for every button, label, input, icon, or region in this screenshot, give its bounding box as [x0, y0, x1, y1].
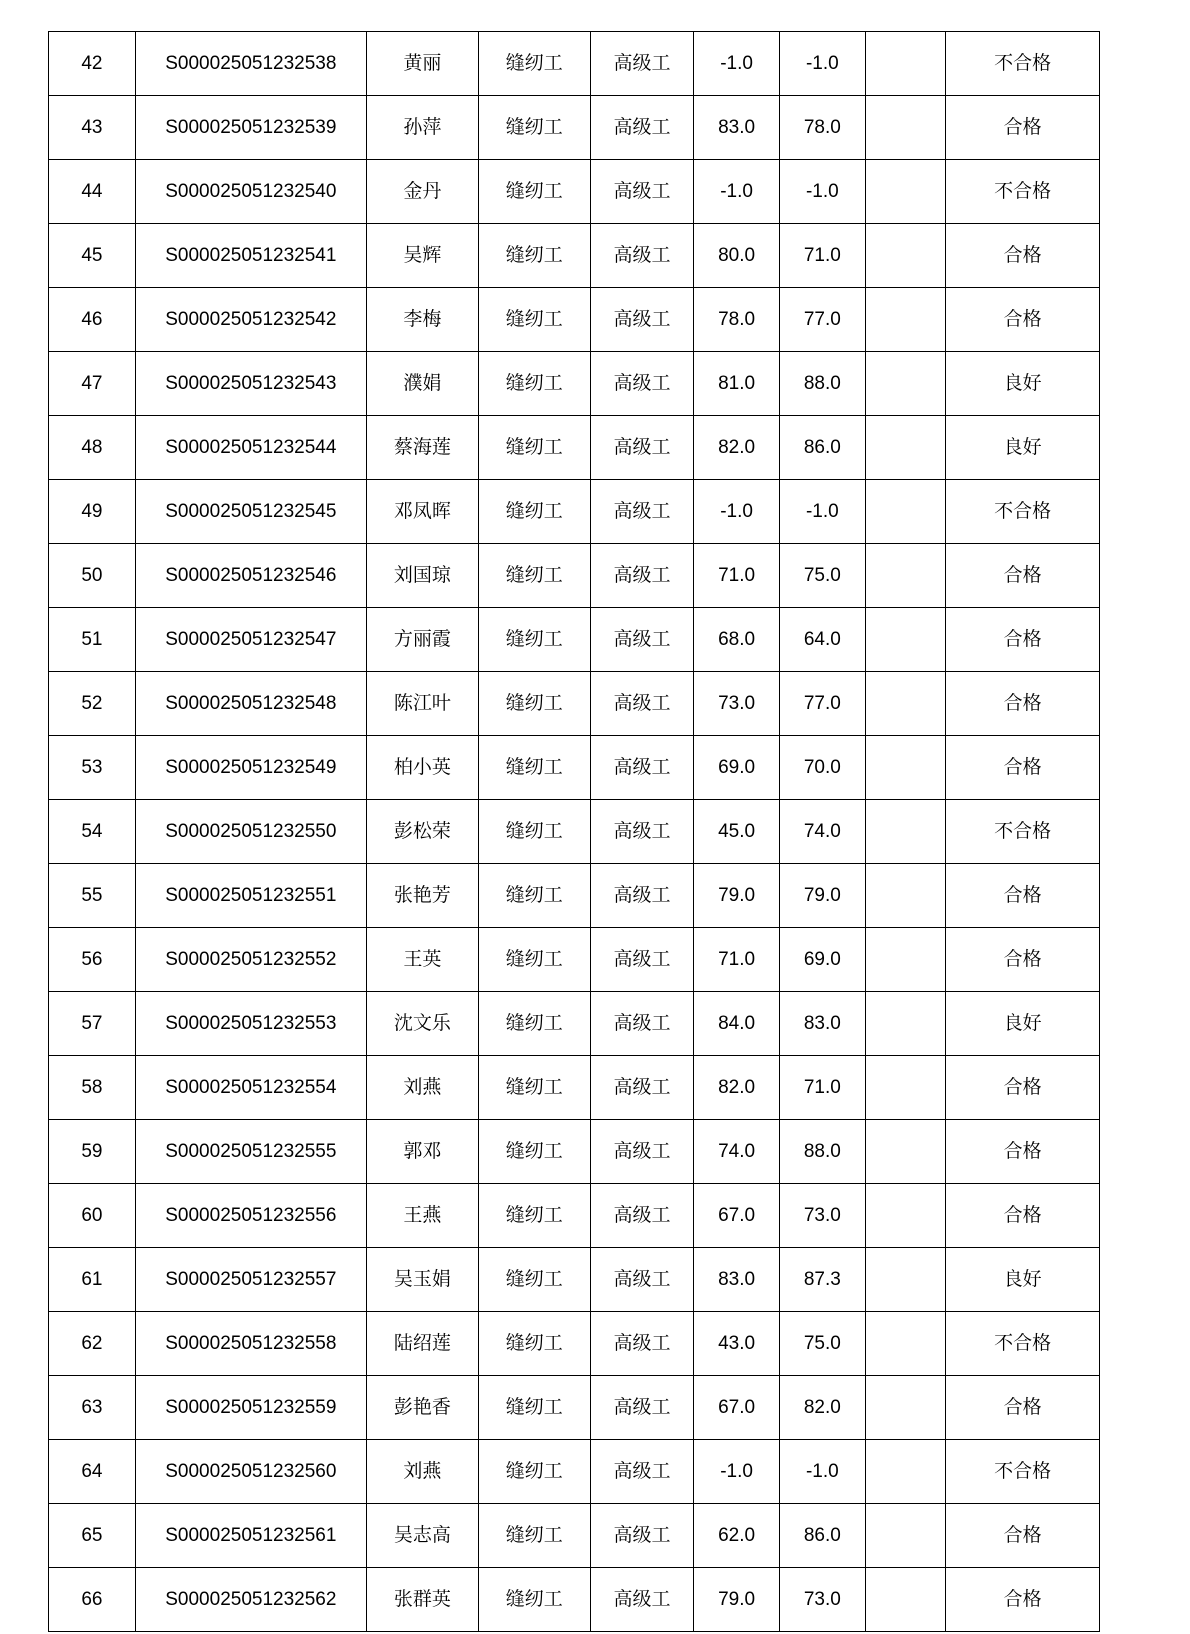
row-number-cell: 50: [49, 544, 136, 608]
practical-score-cell: 86.0: [779, 416, 865, 480]
trade-cell: 缝纫工: [478, 1504, 590, 1568]
row-number-cell: 45: [49, 224, 136, 288]
theory-score-cell: 83.0: [694, 96, 780, 160]
level-cell: 高级工: [590, 416, 694, 480]
candidate-id-cell: S000025051232548: [135, 672, 366, 736]
result-cell: 良好: [946, 1248, 1100, 1312]
candidate-id-cell: S000025051232560: [135, 1440, 366, 1504]
candidate-id-cell: S000025051232561: [135, 1504, 366, 1568]
level-cell: 高级工: [590, 928, 694, 992]
row-number-cell: 49: [49, 480, 136, 544]
trade-cell: 缝纫工: [478, 480, 590, 544]
blank-score-cell: [865, 992, 946, 1056]
trade-cell: 缝纫工: [478, 800, 590, 864]
candidate-name-cell: 柏小英: [366, 736, 478, 800]
practical-score-cell: 74.0: [779, 800, 865, 864]
theory-score-cell: -1.0: [694, 32, 780, 96]
trade-cell: 缝纫工: [478, 96, 590, 160]
trade-cell: 缝纫工: [478, 416, 590, 480]
trade-cell: 缝纫工: [478, 1184, 590, 1248]
theory-score-cell: 82.0: [694, 1056, 780, 1120]
blank-score-cell: [865, 1248, 946, 1312]
result-cell: 合格: [946, 96, 1100, 160]
candidate-name-cell: 彭松荣: [366, 800, 478, 864]
result-cell: 不合格: [946, 480, 1100, 544]
row-number-cell: 44: [49, 160, 136, 224]
result-cell: 良好: [946, 992, 1100, 1056]
candidate-name-cell: 张群英: [366, 1568, 478, 1632]
level-cell: 高级工: [590, 1184, 694, 1248]
candidate-name-cell: 沈文乐: [366, 992, 478, 1056]
theory-score-cell: 82.0: [694, 416, 780, 480]
level-cell: 高级工: [590, 1120, 694, 1184]
table-row: [49, 1568, 1100, 1632]
row-number-cell: 64: [49, 1440, 136, 1504]
trade-cell: 缝纫工: [478, 608, 590, 672]
candidate-name-cell: 金丹: [366, 160, 478, 224]
level-cell: 高级工: [590, 96, 694, 160]
result-cell: 良好: [946, 352, 1100, 416]
theory-score-cell: 45.0: [694, 800, 780, 864]
level-cell: 高级工: [590, 864, 694, 928]
row-number-cell: 54: [49, 800, 136, 864]
practical-score-cell: 69.0: [779, 928, 865, 992]
theory-score-cell: 83.0: [694, 1248, 780, 1312]
theory-score-cell: 78.0: [694, 288, 780, 352]
level-cell: 高级工: [590, 1056, 694, 1120]
candidate-id-cell: S000025051232550: [135, 800, 366, 864]
candidate-id-cell: S000025051232538: [135, 32, 366, 96]
blank-score-cell: [865, 1120, 946, 1184]
candidate-name-cell: 邓凤晖: [366, 480, 478, 544]
row-number-cell: 63: [49, 1376, 136, 1440]
result-cell: 合格: [946, 736, 1100, 800]
trade-cell: 缝纫工: [478, 544, 590, 608]
blank-score-cell: [865, 32, 946, 96]
result-cell: 合格: [946, 928, 1100, 992]
candidate-name-cell: 刘燕: [366, 1056, 478, 1120]
result-cell: 合格: [946, 864, 1100, 928]
level-cell: 高级工: [590, 672, 694, 736]
candidate-id-cell: S000025051232553: [135, 992, 366, 1056]
trade-cell: 缝纫工: [478, 288, 590, 352]
blank-score-cell: [865, 928, 946, 992]
table-row: [49, 1376, 1100, 1440]
trade-cell: 缝纫工: [478, 1376, 590, 1440]
practical-score-cell: 79.0: [779, 864, 865, 928]
row-number-cell: 51: [49, 608, 136, 672]
blank-score-cell: [865, 864, 946, 928]
row-number-cell: 61: [49, 1248, 136, 1312]
row-number-cell: 43: [49, 96, 136, 160]
trade-cell: 缝纫工: [478, 1312, 590, 1376]
blank-score-cell: [865, 352, 946, 416]
table-row: [49, 672, 1100, 736]
level-cell: 高级工: [590, 608, 694, 672]
theory-score-cell: 84.0: [694, 992, 780, 1056]
candidate-name-cell: 陈江叶: [366, 672, 478, 736]
level-cell: 高级工: [590, 1248, 694, 1312]
blank-score-cell: [865, 608, 946, 672]
blank-score-cell: [865, 1504, 946, 1568]
theory-score-cell: 68.0: [694, 608, 780, 672]
practical-score-cell: 75.0: [779, 544, 865, 608]
theory-score-cell: 73.0: [694, 672, 780, 736]
result-cell: 合格: [946, 1376, 1100, 1440]
table-row: [49, 1440, 1100, 1504]
trade-cell: 缝纫工: [478, 992, 590, 1056]
result-cell: 合格: [946, 1504, 1100, 1568]
result-cell: 合格: [946, 544, 1100, 608]
blank-score-cell: [865, 1376, 946, 1440]
result-cell: 不合格: [946, 32, 1100, 96]
practical-score-cell: -1.0: [779, 32, 865, 96]
theory-score-cell: -1.0: [694, 480, 780, 544]
result-cell: 合格: [946, 1184, 1100, 1248]
row-number-cell: 55: [49, 864, 136, 928]
theory-score-cell: 69.0: [694, 736, 780, 800]
theory-score-cell: 79.0: [694, 1568, 780, 1632]
level-cell: 高级工: [590, 160, 694, 224]
level-cell: 高级工: [590, 800, 694, 864]
blank-score-cell: [865, 160, 946, 224]
row-number-cell: 58: [49, 1056, 136, 1120]
level-cell: 高级工: [590, 288, 694, 352]
candidate-name-cell: 郭邓: [366, 1120, 478, 1184]
candidate-name-cell: 黄丽: [366, 32, 478, 96]
trade-cell: 缝纫工: [478, 1120, 590, 1184]
table-row: [49, 800, 1100, 864]
result-cell: 合格: [946, 288, 1100, 352]
blank-score-cell: [865, 224, 946, 288]
blank-score-cell: [865, 1312, 946, 1376]
trade-cell: 缝纫工: [478, 736, 590, 800]
table-row: [49, 1312, 1100, 1376]
level-cell: 高级工: [590, 1568, 694, 1632]
blank-score-cell: [865, 480, 946, 544]
trade-cell: 缝纫工: [478, 1440, 590, 1504]
result-cell: 合格: [946, 224, 1100, 288]
row-number-cell: 62: [49, 1312, 136, 1376]
candidate-name-cell: 陆绍莲: [366, 1312, 478, 1376]
table-row: [49, 160, 1100, 224]
blank-score-cell: [865, 672, 946, 736]
candidate-id-cell: S000025051232543: [135, 352, 366, 416]
trade-cell: 缝纫工: [478, 1248, 590, 1312]
result-cell: 不合格: [946, 160, 1100, 224]
table-row: [49, 352, 1100, 416]
candidate-id-cell: S000025051232549: [135, 736, 366, 800]
candidate-id-cell: S000025051232540: [135, 160, 366, 224]
result-cell: 合格: [946, 1120, 1100, 1184]
row-number-cell: 56: [49, 928, 136, 992]
blank-score-cell: [865, 416, 946, 480]
table-row: [49, 992, 1100, 1056]
row-number-cell: 52: [49, 672, 136, 736]
result-cell: 不合格: [946, 800, 1100, 864]
table-row: [49, 1504, 1100, 1568]
practical-score-cell: 77.0: [779, 288, 865, 352]
row-number-cell: 65: [49, 1504, 136, 1568]
candidate-name-cell: 吴玉娟: [366, 1248, 478, 1312]
table-row: [49, 224, 1100, 288]
trade-cell: 缝纫工: [478, 864, 590, 928]
blank-score-cell: [865, 288, 946, 352]
level-cell: 高级工: [590, 1440, 694, 1504]
level-cell: 高级工: [590, 480, 694, 544]
trade-cell: 缝纫工: [478, 224, 590, 288]
level-cell: 高级工: [590, 736, 694, 800]
candidate-name-cell: 王英: [366, 928, 478, 992]
theory-score-cell: 67.0: [694, 1184, 780, 1248]
candidate-id-cell: S000025051232547: [135, 608, 366, 672]
blank-score-cell: [865, 96, 946, 160]
table-row: [49, 480, 1100, 544]
table-row: [49, 608, 1100, 672]
candidate-id-cell: S000025051232556: [135, 1184, 366, 1248]
table-row: [49, 288, 1100, 352]
result-cell: 良好: [946, 416, 1100, 480]
candidate-name-cell: 吴志高: [366, 1504, 478, 1568]
candidate-id-cell: S000025051232558: [135, 1312, 366, 1376]
candidate-id-cell: S000025051232546: [135, 544, 366, 608]
candidate-name-cell: 王燕: [366, 1184, 478, 1248]
table-row: [49, 1184, 1100, 1248]
row-number-cell: 60: [49, 1184, 136, 1248]
level-cell: 高级工: [590, 224, 694, 288]
candidate-id-cell: S000025051232554: [135, 1056, 366, 1120]
candidate-id-cell: S000025051232552: [135, 928, 366, 992]
candidate-name-cell: 张艳芳: [366, 864, 478, 928]
blank-score-cell: [865, 544, 946, 608]
trade-cell: 缝纫工: [478, 32, 590, 96]
result-cell: 不合格: [946, 1312, 1100, 1376]
candidate-id-cell: S000025051232551: [135, 864, 366, 928]
theory-score-cell: 62.0: [694, 1504, 780, 1568]
trade-cell: 缝纫工: [478, 928, 590, 992]
level-cell: 高级工: [590, 992, 694, 1056]
candidate-name-cell: 蔡海莲: [366, 416, 478, 480]
table-row: [49, 928, 1100, 992]
level-cell: 高级工: [590, 1504, 694, 1568]
candidate-name-cell: 李梅: [366, 288, 478, 352]
practical-score-cell: 71.0: [779, 1056, 865, 1120]
practical-score-cell: 71.0: [779, 224, 865, 288]
theory-score-cell: -1.0: [694, 1440, 780, 1504]
candidate-id-cell: S000025051232555: [135, 1120, 366, 1184]
practical-score-cell: 82.0: [779, 1376, 865, 1440]
theory-score-cell: 71.0: [694, 928, 780, 992]
practical-score-cell: 77.0: [779, 672, 865, 736]
trade-cell: 缝纫工: [478, 1056, 590, 1120]
candidate-id-cell: S000025051232562: [135, 1568, 366, 1632]
blank-score-cell: [865, 800, 946, 864]
result-cell: 不合格: [946, 1440, 1100, 1504]
practical-score-cell: 73.0: [779, 1568, 865, 1632]
theory-score-cell: 71.0: [694, 544, 780, 608]
table-row: [49, 1120, 1100, 1184]
candidate-id-cell: S000025051232542: [135, 288, 366, 352]
trade-cell: 缝纫工: [478, 160, 590, 224]
candidate-name-cell: 吴辉: [366, 224, 478, 288]
level-cell: 高级工: [590, 32, 694, 96]
candidate-name-cell: 刘燕: [366, 1440, 478, 1504]
practical-score-cell: -1.0: [779, 1440, 865, 1504]
trade-cell: 缝纫工: [478, 672, 590, 736]
level-cell: 高级工: [590, 1312, 694, 1376]
table-row: [49, 1248, 1100, 1312]
candidate-name-cell: 刘国琼: [366, 544, 478, 608]
blank-score-cell: [865, 1056, 946, 1120]
blank-score-cell: [865, 736, 946, 800]
row-number-cell: 47: [49, 352, 136, 416]
practical-score-cell: 88.0: [779, 1120, 865, 1184]
row-number-cell: 42: [49, 32, 136, 96]
row-number-cell: 53: [49, 736, 136, 800]
table-row: [49, 736, 1100, 800]
theory-score-cell: 67.0: [694, 1376, 780, 1440]
trade-cell: 缝纫工: [478, 352, 590, 416]
practical-score-cell: 88.0: [779, 352, 865, 416]
row-number-cell: 46: [49, 288, 136, 352]
level-cell: 高级工: [590, 544, 694, 608]
table-row: [49, 32, 1100, 96]
table-row: [49, 864, 1100, 928]
practical-score-cell: 75.0: [779, 1312, 865, 1376]
results-table: [48, 31, 1100, 1632]
level-cell: 高级工: [590, 1376, 694, 1440]
result-cell: 合格: [946, 1568, 1100, 1632]
theory-score-cell: 80.0: [694, 224, 780, 288]
trade-cell: 缝纫工: [478, 1568, 590, 1632]
candidate-id-cell: S000025051232559: [135, 1376, 366, 1440]
level-cell: 高级工: [590, 352, 694, 416]
row-number-cell: 66: [49, 1568, 136, 1632]
row-number-cell: 48: [49, 416, 136, 480]
candidate-id-cell: S000025051232541: [135, 224, 366, 288]
theory-score-cell: 74.0: [694, 1120, 780, 1184]
practical-score-cell: 73.0: [779, 1184, 865, 1248]
candidate-id-cell: S000025051232545: [135, 480, 366, 544]
theory-score-cell: 79.0: [694, 864, 780, 928]
candidate-name-cell: 彭艳香: [366, 1376, 478, 1440]
theory-score-cell: 81.0: [694, 352, 780, 416]
practical-score-cell: 86.0: [779, 1504, 865, 1568]
candidate-id-cell: S000025051232544: [135, 416, 366, 480]
practical-score-cell: 83.0: [779, 992, 865, 1056]
blank-score-cell: [865, 1184, 946, 1248]
results-table-body: [49, 32, 1100, 1632]
table-row: [49, 544, 1100, 608]
theory-score-cell: 43.0: [694, 1312, 780, 1376]
practical-score-cell: 64.0: [779, 608, 865, 672]
candidate-name-cell: 孙萍: [366, 96, 478, 160]
result-cell: 合格: [946, 672, 1100, 736]
candidate-id-cell: S000025051232539: [135, 96, 366, 160]
practical-score-cell: 78.0: [779, 96, 865, 160]
table-row: [49, 416, 1100, 480]
practical-score-cell: -1.0: [779, 160, 865, 224]
practical-score-cell: 70.0: [779, 736, 865, 800]
result-cell: 合格: [946, 1056, 1100, 1120]
row-number-cell: 57: [49, 992, 136, 1056]
blank-score-cell: [865, 1440, 946, 1504]
table-row: [49, 1056, 1100, 1120]
candidate-name-cell: 濮娟: [366, 352, 478, 416]
result-cell: 合格: [946, 608, 1100, 672]
practical-score-cell: -1.0: [779, 480, 865, 544]
practical-score-cell: 87.3: [779, 1248, 865, 1312]
candidate-name-cell: 方丽霞: [366, 608, 478, 672]
theory-score-cell: -1.0: [694, 160, 780, 224]
table-row: [49, 96, 1100, 160]
row-number-cell: 59: [49, 1120, 136, 1184]
blank-score-cell: [865, 1568, 946, 1632]
candidate-id-cell: S000025051232557: [135, 1248, 366, 1312]
